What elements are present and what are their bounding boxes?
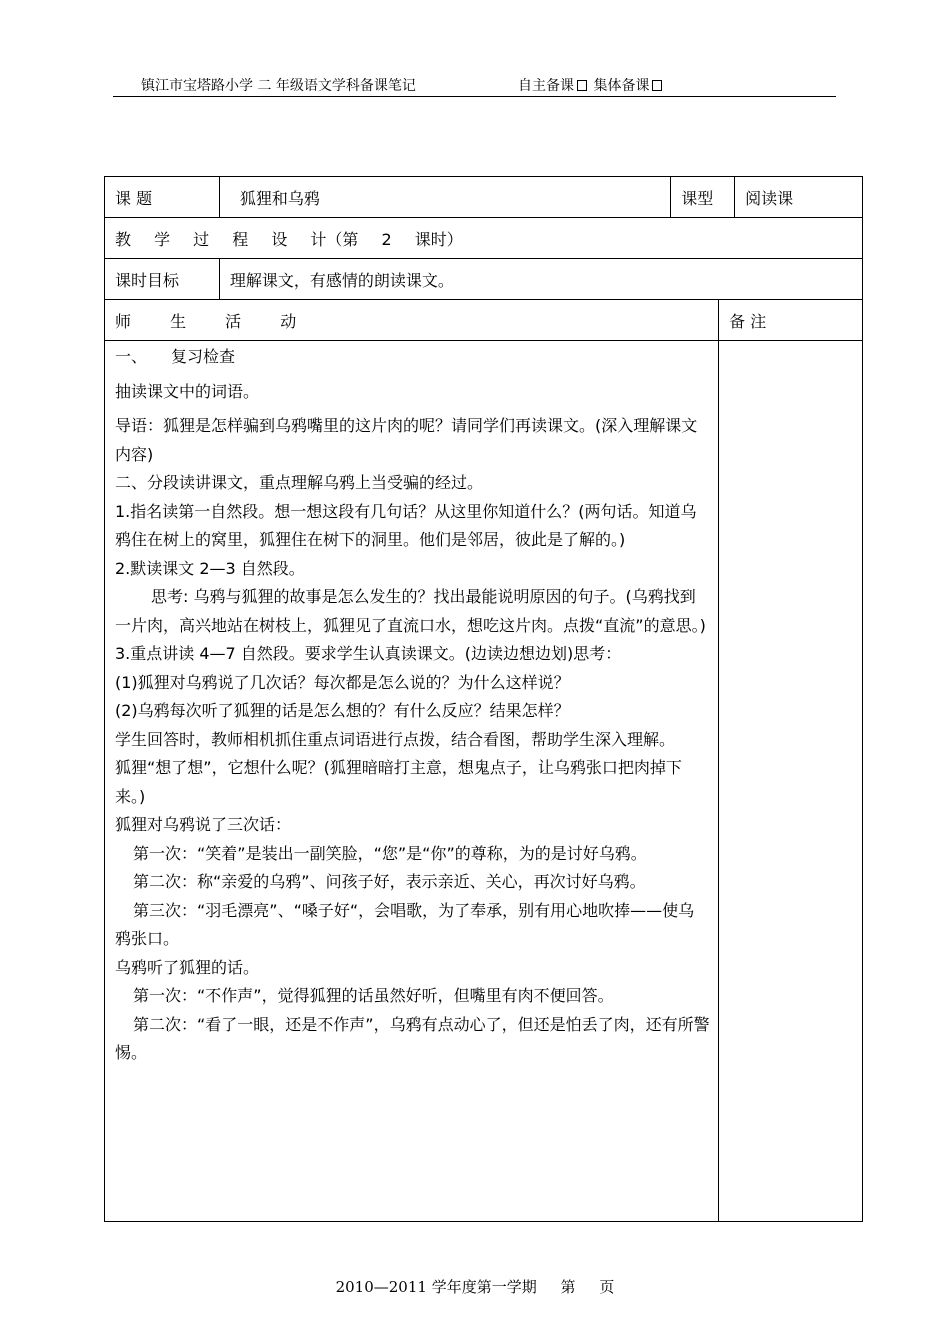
self-prep-label: 自主备课 (518, 78, 574, 94)
content-line: 狐狸对乌鸦说了三次话： (115, 815, 292, 834)
type-label: 课型 (671, 177, 735, 218)
content-line: 1.指名读第一自然段。想一想这段有几句话？从这里你知道什么？(两句话。知道乌鸦住在树上的窝里，狐狸住在树下的洞里。他们是邻居，彼此是了解的。) (115, 501, 697, 549)
goal-value: 理解课文，有感情的朗读课文。 (219, 259, 862, 300)
notes-content (719, 341, 863, 1222)
content-line: 第一次：“不作声”，觉得狐狸的话虽然好听，但嘴里有肉不便回答。 (133, 986, 614, 1005)
activity-content (105, 341, 719, 1222)
content-line: 思考: 乌鸦与狐狸的故事是怎么发生的？找出最能说明原因的句子。(乌鸦找到一片肉，高兴地站在树枝上，狐狸见了直流口水，想吃这片肉。点拨“直流”的意思。) (115, 587, 706, 635)
content-line: 狐狸“想了想”，它想什么呢？(狐狸暗暗打主意，想鬼点子，让乌鸦张口把肉掉下来。) (115, 758, 682, 806)
page-footer: 2010—2011 学年度第一学期 第 页 (335, 1278, 615, 1296)
content-line: 2.默读课文 2—3 自然段。 (115, 558, 305, 578)
content-line: (1)狐狸对乌鸦说了几次话？每次都是怎么说的？为什么这样说？ (115, 672, 570, 692)
content-line: 第一次：“笑着”是装出一副笑脸，“您”是“你”的尊称，为的是讨好乌鸦。 (133, 843, 647, 863)
content-line: 二、分段读讲课文，重点理解乌鸦上当受骗的经过。 (115, 473, 484, 492)
content-line: 3.重点讲读 4—7 自然段。要求学生认真读课文。(边读边想边划)思考： (115, 644, 622, 663)
content-line: 学生回答时，教师相机抓住重点词语进行点拨，结合看图，帮助学生深入理解。 (115, 729, 676, 749)
page-header (113, 76, 836, 97)
school-title: 镇江市宝塔路小学 二 年级语文学科备课笔记 (141, 78, 416, 94)
group-prep-label: 集体备课 (593, 78, 650, 94)
content-line: 抽读课文中的词语。 (115, 381, 260, 401)
content-line: 乌鸦听了狐狸的话。 (115, 957, 260, 977)
content-line: 第三次：“羽毛漂亮”、“嗓子好“，会唱歌，为了奉承，别有用心地吹捧——使乌鸦张口。 (115, 900, 695, 948)
activity-text (105, 341, 718, 1072)
topic-label: 课 题 (105, 177, 220, 218)
content-line: 第二次：称“亲爱的乌鸦”、问孩子好，表示亲近、关心，再次讨好乌鸦。 (133, 872, 646, 891)
lesson-plan-table (104, 176, 863, 1222)
topic-value: 狐狸和乌鸦 (219, 177, 670, 218)
activity-header: 师 生 活 动 (105, 300, 719, 341)
group-prep-checkbox[interactable] (652, 80, 662, 91)
content-line: 一、 复习检查 (115, 347, 236, 366)
content-line: 第二次：“看了一眼，还是不作声”，乌鸦有点动心了，但还是怕丢了肉，还有所警惕。 (115, 1014, 710, 1062)
prep-options (518, 76, 664, 96)
design-title: 教 学 过 程 设 计（第 2 课时） (105, 218, 863, 259)
content-line: 导语：狐狸是怎样骗到乌鸦嘴里的这片肉的呢？请同学们再读课文。(深入理解课文内容) (115, 416, 698, 464)
type-value: 阅读课 (735, 177, 863, 218)
notes-header: 备 注 (719, 300, 863, 341)
self-prep-checkbox[interactable] (577, 80, 587, 91)
goal-label: 课时目标 (105, 259, 220, 300)
content-line: (2)乌鸦每次听了狐狸的话是怎么想的？有什么反应？结果怎样？ (115, 701, 570, 720)
